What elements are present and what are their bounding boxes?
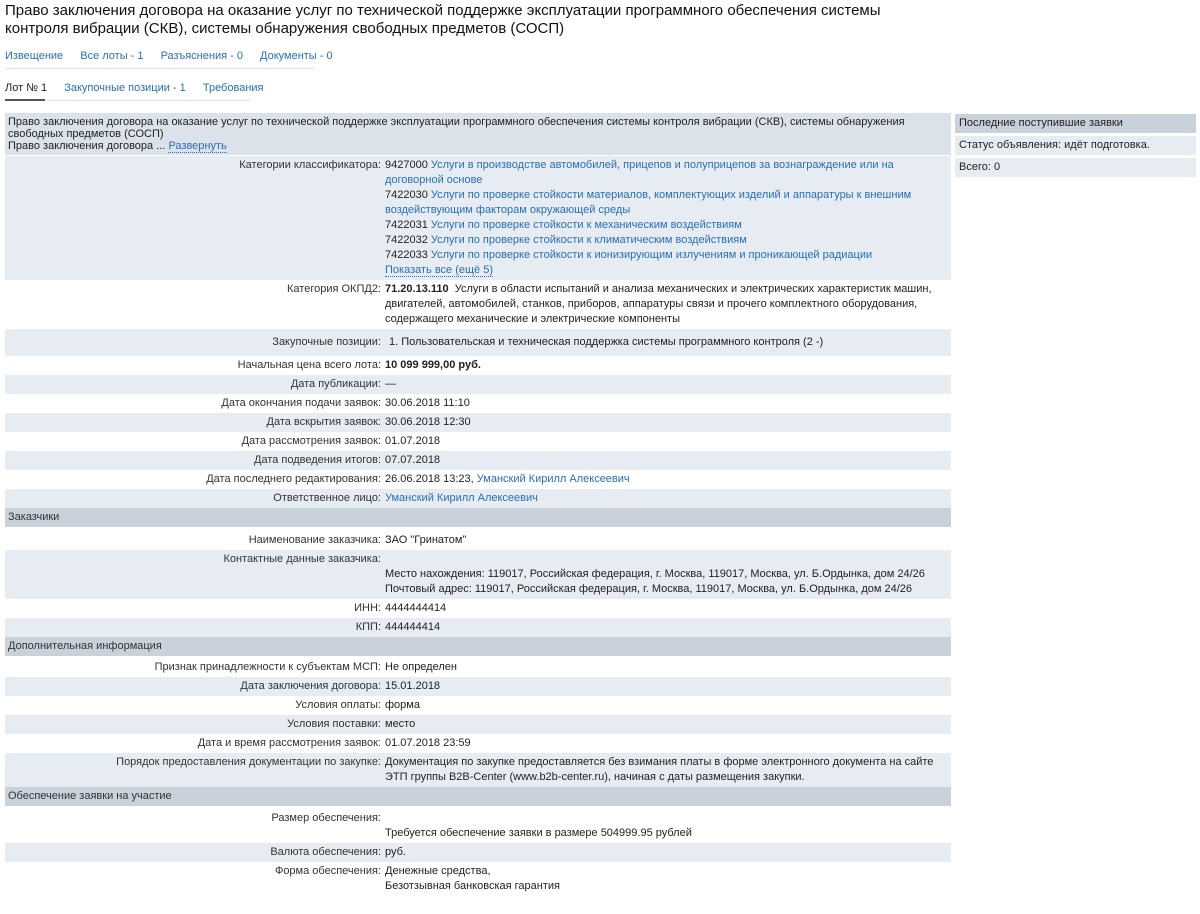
tab-lot-1[interactable]: Лот № 1 [5,82,48,94]
lot-header-full: Право заключения договора на оказание услуг по технической поддержке эксплуатации программного обеспечения системы контроля вибрации (СКВ), системы обнаружения свободных предметов (СОСП) [8,116,905,140]
responsible-link[interactable]: Уманский Кирилл Алексеевич [385,492,538,504]
classifier-item: 7422033 Услуги по проверке стойкости к ионизирующим излучениям и проникающей радиации [385,249,873,261]
tabs-divider [5,68,315,69]
positions-row [5,329,951,356]
last-edit-row: Дата последнего редактирования: 26.06.2018 13:23, Уманский Кирилл Алексеевич [206,473,630,485]
classifier-item: 7422030 Услуги по проверке стойкости материалов, комплектующих изделий и аппаратуры к внешним воздействующим факторам окружающей среды [385,189,912,216]
show-all-link[interactable]: Показать все (ещё 5) [385,264,493,276]
price-value: 10 099 999,00 руб. [385,359,481,371]
security-form-row: Форма обеспечения: Денежные средства, Безотзывная банковская гарантия [274,865,560,892]
docs-row: Порядок предоставления документации по закупке: Документация по закупке предоставляется без взимания платы в форме электронного документа на сайте ЭТП группы B2B-Center (www.b2b-center.ru), начиная с даты размещения закупки. [5,753,951,787]
review-date-row: Дата рассмотрения заявок: 01.07.2018 [241,435,441,447]
customer-postal: Почтовый адрес: 119017, Российская федерация, г. Москва, 119017, Москва, ул. Б.Ордынка, дом 24/26 [385,583,913,595]
extra-section: Дополнительная информация [5,637,951,656]
okpd-code: 71.20.13.110 [385,283,449,295]
announcement-status: Статус объявления: идёт подготовка. [955,136,1196,155]
tab-clarifications[interactable]: Разъяснения - 0 [160,50,243,62]
publication-row: Дата публикации: — [5,375,951,394]
okpd-text: Услуги в области испытаний и анализа механических и электрических характеристик машин, двигателей, автомобилей, станков, приборов, аппаратуры связи и прочего комплектного оборудования, содержащего механические и электрические компоненты [385,283,932,325]
review-datetime-row: Дата и время рассмотрения заявок: 01.07.2018 23:59 [197,737,471,749]
tab-documents[interactable]: Документы - 0 [260,50,333,62]
responsible-row: Ответственное лицо: Уманский Кирилл Алексеевич [5,489,951,508]
positions-value: 1. Пользовательская и техническая поддержка системы программного контроля (2 -) [389,336,824,348]
open-date-row: Дата вскрытия заявок: 30.06.2018 12:30 [5,413,951,432]
page-title: Право заключения договора на оказание услуг по технической поддержке эксплуатации программного обеспечения системы контроля вибрации (СКВ), системы обнаружения свободных предметов (СОСП) [5,2,881,37]
classifier-item: 7422032 Услуги по проверке стойкости к климатическим воздействиям [385,234,747,246]
contract-date-row: Дата заключения договора: 15.01.2018 [5,677,951,696]
security-size-row: Размер обеспечения: Требуется обеспечение заявки в размере 504999.95 рублей [271,812,692,839]
security-currency-row: Валюта обеспечения: руб. [5,843,951,862]
bids-total: Всего: 0 [955,158,1196,177]
expand-link[interactable]: Развернуть [168,140,227,152]
customers-section: Заказчики [5,508,951,527]
end-date-row: Дата окончания подачи заявок: 30.06.2018 11:10 [221,397,470,409]
positions-label: Закупочные позиции: [272,336,381,348]
tab-notice[interactable]: Извещение [5,50,64,62]
price-row: Начальная цена всего лота: 10 099 999,00 руб. [5,356,951,375]
payment-row: Условия оплаты: форма [295,699,420,711]
delivery-row: Условия поставки: место [5,715,951,734]
okpd-row [5,280,951,329]
classifier-item: 7422031 Услуги по проверке стойкости к механическим воздействиям [385,219,742,231]
classifier-row [5,156,951,280]
active-tab-indicator [5,99,45,101]
customer-location: Место нахождения: 119017, Российская федерация, г. Москва, 119017, Москва, ул. Б.Ордынка, дом 24/26 [385,568,925,580]
tab-requirements[interactable]: Требования [202,82,264,94]
classifier-list [385,158,951,278]
editor-link[interactable]: Уманский Кирилл Алексеевич [476,473,630,485]
classifier-item: 9427000 Услуги в производстве автомобилей, прицепов и полуприцепов за вознаграждение или на договорной основе [385,159,894,186]
customer-name: ЗАО "Гринатом" [385,534,467,546]
kpp-row: КПП: 444444414 [5,618,951,637]
classifier-label: Категории классификатора: [239,159,381,171]
notice-tabs [5,50,347,62]
tab-all-lots[interactable]: Все лоты - 1 [80,50,144,62]
latest-bids-header: Последние поступившие заявки [955,114,1196,133]
inn-row: ИНН: 4444444414 [354,602,447,614]
lot-header [5,113,951,155]
msp-row: Признак принадлежности к субъектам МСП: Не определен [154,661,457,673]
security-section: Обеспечение заявки на участие [5,787,951,806]
tab-positions[interactable]: Закупочные позиции - 1 [64,82,186,94]
customer-name-row: Наименование заказчика: ЗАО "Гринатом" [5,527,951,550]
lot-header-short: Право заключения договора ... Развернуть [8,140,227,152]
results-date-row: Дата подведения итогов: 07.07.2018 [5,451,951,470]
lot-tabs [5,82,278,94]
latest-bids-panel [955,114,1196,177]
lot-details [5,113,951,896]
customer-contacts-row: Контактные данные заказчика: Место нахождения: 119017, Российская федерация, г. Москва, 119017, Москва, ул. Б.Ордынка, дом 24/26 Почтовый адрес: 119017, Российская федерация, г. Москва, 119017, Москва, ул. Б.Ордынка, дом 24/26 [5,550,951,599]
okpd-label: Категория ОКПД2: [287,283,381,295]
